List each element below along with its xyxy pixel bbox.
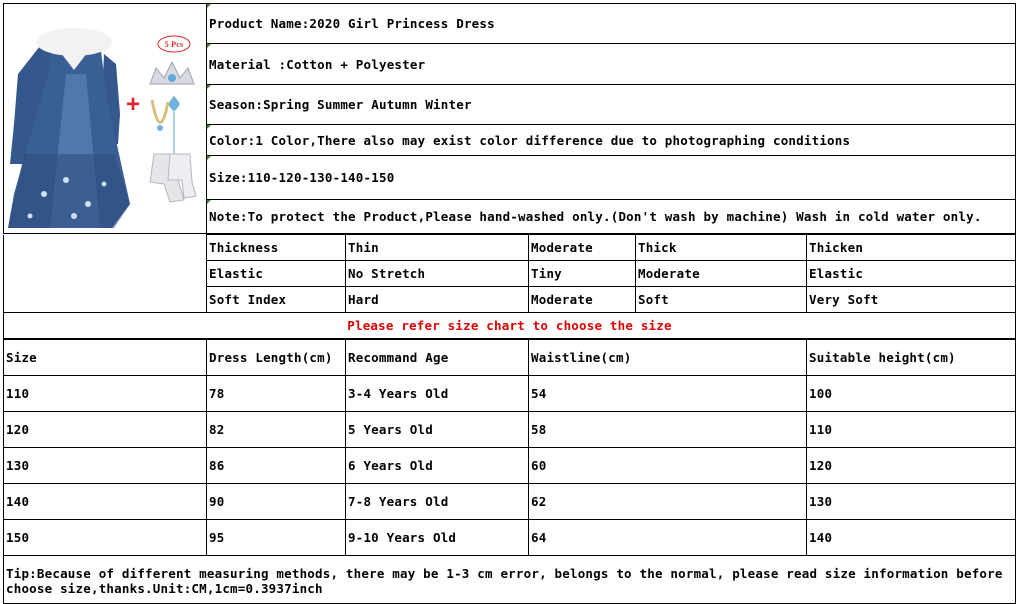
attribute-label: Soft Index bbox=[207, 287, 346, 313]
waistline-cell: 58 bbox=[529, 412, 807, 448]
attribute-option: Soft bbox=[636, 287, 807, 313]
size-chart-sheet bbox=[3, 3, 1015, 596]
attribute-label: Thickness bbox=[207, 235, 346, 261]
column-header: Waistline(cm) bbox=[529, 340, 807, 376]
table-row bbox=[4, 484, 1016, 520]
age-cell: 5 Years Old bbox=[346, 412, 529, 448]
product-name: Product Name:2020 Girl Princess Dress bbox=[207, 4, 1016, 44]
gloves-icon bbox=[150, 154, 196, 202]
season-row: Season:Spring Summer Autumn Winter bbox=[207, 84, 1016, 124]
height-cell: 110 bbox=[807, 412, 1016, 448]
table-row bbox=[4, 412, 1016, 448]
dress-icon bbox=[8, 28, 130, 228]
table-row bbox=[4, 448, 1016, 484]
size-table-header bbox=[4, 340, 1016, 376]
table-row bbox=[4, 520, 1016, 556]
attribute-row-thickness bbox=[4, 235, 1016, 261]
size-cell: 140 bbox=[4, 484, 207, 520]
material-row: Material :Cotton + Polyester bbox=[207, 44, 1016, 84]
height-cell: 130 bbox=[807, 484, 1016, 520]
badge-text: 5 Pcs bbox=[164, 40, 184, 49]
size-cell: 110 bbox=[4, 376, 207, 412]
dress-length-cell: 90 bbox=[207, 484, 346, 520]
size-range-row: Size:110-120-130-140-150 bbox=[207, 156, 1016, 200]
attribute-grid bbox=[3, 234, 1016, 339]
column-header: Recommand Age bbox=[346, 340, 529, 376]
product-image-cell bbox=[4, 4, 207, 234]
waistline-cell: 60 bbox=[529, 448, 807, 484]
five-pcs-badge bbox=[158, 36, 190, 52]
dress-length-cell: 78 bbox=[207, 376, 346, 412]
attribute-option: Elastic bbox=[807, 261, 1016, 287]
height-cell: 120 bbox=[807, 448, 1016, 484]
attribute-option: Moderate bbox=[529, 287, 636, 313]
height-cell: 140 bbox=[807, 520, 1016, 556]
image-cell-continuation bbox=[4, 235, 207, 313]
waistline-cell: 62 bbox=[529, 484, 807, 520]
size-cell: 120 bbox=[4, 412, 207, 448]
product-spec-table bbox=[3, 3, 1016, 234]
attribute-option: Thin bbox=[346, 235, 529, 261]
waistline-cell: 64 bbox=[529, 520, 807, 556]
product-image bbox=[4, 4, 204, 230]
wand-icon bbox=[168, 96, 180, 160]
attribute-option: Hard bbox=[346, 287, 529, 313]
size-cell: 150 bbox=[4, 520, 207, 556]
waistline-cell: 54 bbox=[529, 376, 807, 412]
attribute-option: Very Soft bbox=[807, 287, 1016, 313]
necklace-icon bbox=[152, 100, 168, 131]
attribute-option: Moderate bbox=[529, 235, 636, 261]
height-cell: 100 bbox=[807, 376, 1016, 412]
age-cell: 3-4 Years Old bbox=[346, 376, 529, 412]
color-row: Color:1 Color,There also may exist color difference due to photographing conditions bbox=[207, 125, 1016, 156]
care-note-row: Note:To protect the Product,Please hand-washed only.(Don't wash by machine) Wash in cold water only. bbox=[207, 199, 1016, 233]
dress-length-cell: 86 bbox=[207, 448, 346, 484]
size-cell: 130 bbox=[4, 448, 207, 484]
attribute-option: Tiny bbox=[529, 261, 636, 287]
tiara-icon bbox=[150, 62, 194, 84]
dress-length-cell: 95 bbox=[207, 520, 346, 556]
attribute-option: No Stretch bbox=[346, 261, 529, 287]
table-row bbox=[4, 376, 1016, 412]
age-cell: 9-10 Years Old bbox=[346, 520, 529, 556]
plus-sign: + bbox=[126, 91, 141, 118]
size-table bbox=[3, 339, 1016, 604]
age-cell: 6 Years Old bbox=[346, 448, 529, 484]
attribute-label: Elastic bbox=[207, 261, 346, 287]
size-chart-notice: Please refer size chart to choose the size bbox=[4, 313, 1016, 339]
attribute-option: Thick bbox=[636, 235, 807, 261]
age-cell: 7-8 Years Old bbox=[346, 484, 529, 520]
attribute-option: Thicken bbox=[807, 235, 1016, 261]
attribute-option: Moderate bbox=[636, 261, 807, 287]
column-header: Dress Length(cm) bbox=[207, 340, 346, 376]
measurement-tip: Tip:Because of different measuring methods, there may be 1-3 cm error, belongs to the normal, please read size information before choose size,thanks.Unit:CM,1cm=0.3937inch bbox=[4, 556, 1016, 604]
column-header: Size bbox=[4, 340, 207, 376]
dress-length-cell: 82 bbox=[207, 412, 346, 448]
column-header: Suitable height(cm) bbox=[807, 340, 1016, 376]
